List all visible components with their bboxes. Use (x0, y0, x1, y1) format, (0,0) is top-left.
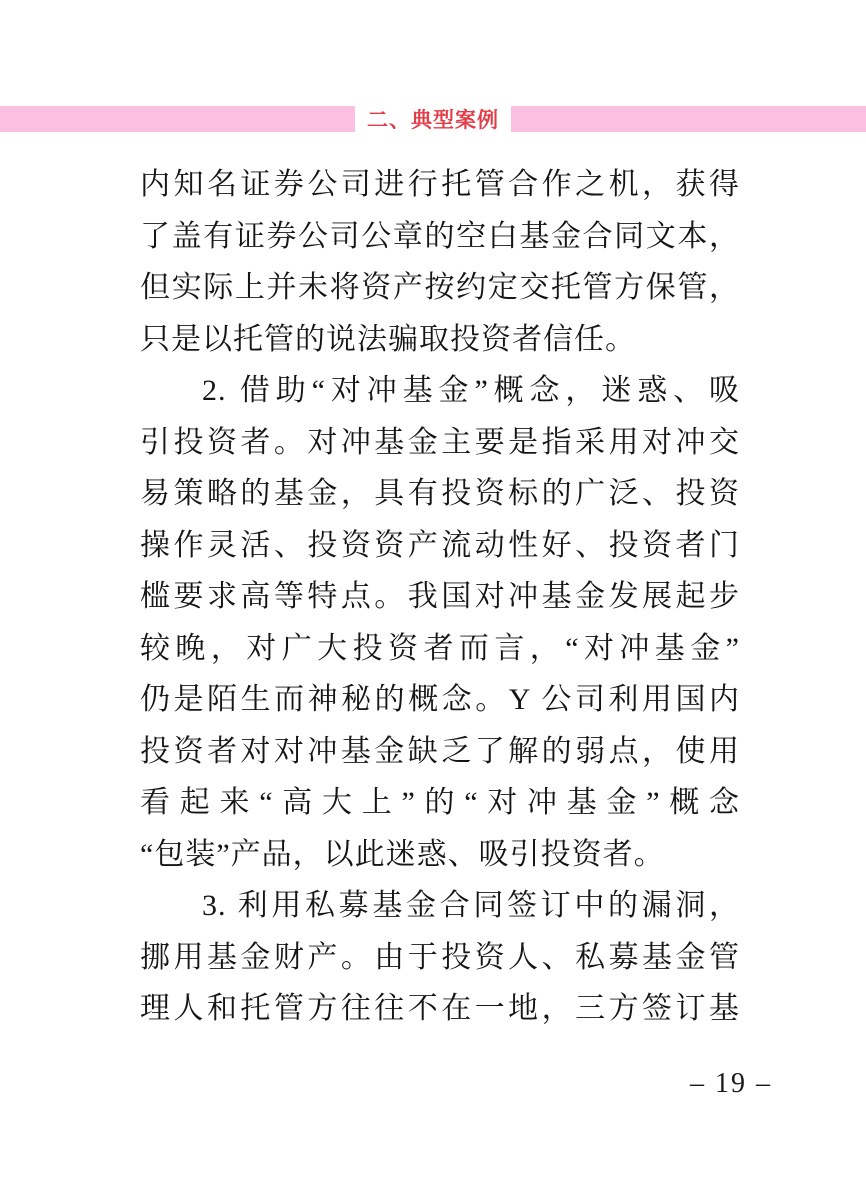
text-line: “包装”产品，以此迷惑、吸引投资者。 (140, 837, 665, 871)
text-line: 操作灵活、投资资产流动性好、投资者门 (140, 528, 740, 562)
section-title: 二、典型案例 (367, 109, 499, 132)
text-line: 看起来“高大上”的“对冲基金”概念 (140, 786, 740, 819)
text-line: 2. 借助“对冲基金”概念，迷惑、吸 (202, 374, 740, 407)
text-line: 引投资者。对冲基金主要是指采用对冲交 (140, 425, 740, 459)
text-line: 易策略的基金，具有投资标的广泛、投资 (140, 477, 740, 510)
text-line: 了盖有证券公司公章的空白基金合同文本， (140, 219, 740, 253)
text-line: 但实际上并未将资产按约定交托管方保管， (140, 271, 740, 304)
text-line: 槛要求高等特点。我国对冲基金发展起步 (140, 580, 740, 613)
text-line: 内知名证券公司进行托管合作之机，获得 (140, 168, 740, 201)
body-text (140, 159, 740, 1035)
text-line: 较晚，对广大投资者而言，“对冲基金” (140, 631, 740, 665)
text-line: 挪用基金财产。由于投资人、私募基金管 (140, 940, 740, 974)
header-title-box (355, 106, 511, 132)
text-line: 3. 利用私募基金合同签订中的漏洞， (202, 889, 740, 922)
text-line: 投资者对对冲基金缺乏了解的弱点，使用 (140, 734, 740, 768)
page-number: – 19 – (690, 1068, 772, 1099)
text-line: 仍是陌生而神秘的概念。Y 公司利用国内 (140, 683, 740, 716)
header-band (0, 106, 866, 132)
text-line: 只是以托管的说法骗取投资者信任。 (140, 322, 636, 356)
text-line: 理人和托管方往往不在一地，三方签订基 (140, 992, 740, 1025)
